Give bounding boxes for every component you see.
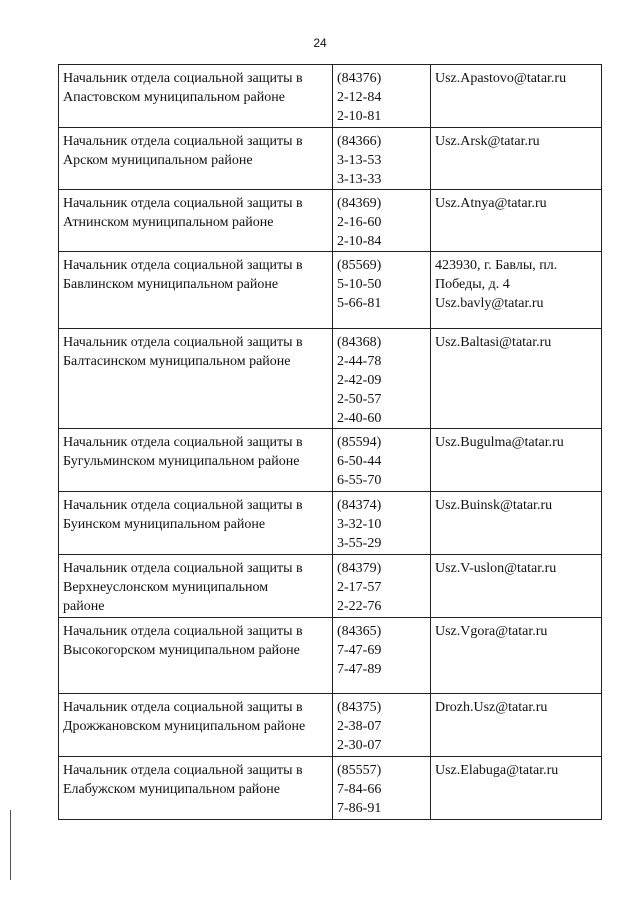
phone-number: 3-13-53 bbox=[337, 153, 382, 168]
phone-number: 2-22-76 bbox=[337, 599, 382, 614]
contact-cell bbox=[431, 65, 602, 128]
department-cell bbox=[59, 65, 333, 128]
department-cell bbox=[59, 252, 333, 329]
department-cell bbox=[59, 190, 333, 252]
table-row bbox=[59, 618, 602, 694]
contact-cell bbox=[431, 252, 602, 329]
table-row bbox=[59, 65, 602, 128]
department-name-line: Начальник отдела социальной защиты в bbox=[63, 498, 303, 513]
phone-cell bbox=[333, 555, 431, 618]
department-name-line: Верхнеуслонском муниципальном bbox=[63, 580, 269, 595]
department-name-line: Бавлинском муниципальном районе bbox=[63, 277, 279, 292]
contact-cell bbox=[431, 329, 602, 429]
phone-number: (84366) bbox=[337, 134, 382, 149]
contact-line: Usz.V-uslon@tatar.ru bbox=[435, 561, 557, 576]
department-cell bbox=[59, 757, 333, 820]
scan-edge-line bbox=[10, 810, 11, 880]
contact-cell bbox=[431, 190, 602, 252]
phone-number: 7-86-91 bbox=[337, 801, 382, 816]
contact-cell bbox=[431, 128, 602, 190]
table-row bbox=[59, 694, 602, 757]
phone-number: (85557) bbox=[337, 763, 382, 778]
table-row bbox=[59, 492, 602, 555]
contact-cell bbox=[431, 492, 602, 555]
department-name-line: Начальник отдела социальной защиты в bbox=[63, 196, 303, 211]
phone-number: (84375) bbox=[337, 700, 382, 715]
phone-cell bbox=[333, 252, 431, 329]
contact-line: Usz.Arsk@tatar.ru bbox=[435, 134, 540, 149]
department-name-line: Бугульминском муниципальном районе bbox=[63, 454, 300, 469]
phone-cell bbox=[333, 618, 431, 694]
phone-number: 2-10-81 bbox=[337, 109, 382, 124]
contact-line: Usz.Bugulma@tatar.ru bbox=[435, 435, 564, 450]
department-cell bbox=[59, 555, 333, 618]
phone-number: (84369) bbox=[337, 196, 382, 211]
phone-number: 2-40-60 bbox=[337, 411, 382, 426]
department-name-line: Начальник отдела социальной защиты в bbox=[63, 624, 303, 639]
phone-number: 2-17-57 bbox=[337, 580, 382, 595]
department-name-line: Дрожжановском муниципальном районе bbox=[63, 719, 306, 734]
department-name-line: Елабужском муниципальном районе bbox=[63, 782, 280, 797]
phone-number: 2-10-84 bbox=[337, 234, 382, 249]
phone-number: (84368) bbox=[337, 335, 382, 350]
contacts-table-body bbox=[59, 65, 602, 820]
table-row bbox=[59, 429, 602, 492]
phone-number: 7-47-69 bbox=[337, 643, 382, 658]
department-name-line: районе bbox=[63, 599, 105, 614]
table-row bbox=[59, 329, 602, 429]
contact-cell bbox=[431, 694, 602, 757]
department-cell bbox=[59, 492, 333, 555]
phone-cell bbox=[333, 757, 431, 820]
phone-number: 2-50-57 bbox=[337, 392, 382, 407]
page-number: 24 bbox=[313, 36, 327, 50]
contact-line: 423930, г. Бавлы, пл. bbox=[435, 258, 558, 273]
contact-line: Usz.Baltasi@tatar.ru bbox=[435, 335, 552, 350]
table-row bbox=[59, 757, 602, 820]
phone-number: 3-55-29 bbox=[337, 536, 382, 551]
phone-number: 2-16-60 bbox=[337, 215, 382, 230]
phone-number: (85569) bbox=[337, 258, 382, 273]
phone-number: 3-32-10 bbox=[337, 517, 382, 532]
phone-number: 2-38-07 bbox=[337, 719, 382, 734]
table-row bbox=[59, 128, 602, 190]
department-cell bbox=[59, 429, 333, 492]
department-cell bbox=[59, 329, 333, 429]
phone-cell bbox=[333, 190, 431, 252]
department-name-line: Начальник отдела социальной защиты в bbox=[63, 435, 303, 450]
department-name-line: Балтасинском муниципальном районе bbox=[63, 354, 291, 369]
phone-number: 2-44-78 bbox=[337, 354, 382, 369]
department-cell bbox=[59, 128, 333, 190]
phone-number: 7-47-89 bbox=[337, 662, 382, 677]
phone-number: (84374) bbox=[337, 498, 382, 513]
contact-line: Usz.bavly@tatar.ru bbox=[435, 296, 544, 311]
phone-number: 6-50-44 bbox=[337, 454, 382, 469]
phone-number: (84376) bbox=[337, 71, 382, 86]
department-name-line: Начальник отдела социальной защиты в bbox=[63, 561, 303, 576]
contact-line: Usz.Buinsk@tatar.ru bbox=[435, 498, 553, 513]
department-name-line: Начальник отдела социальной защиты в bbox=[63, 763, 303, 778]
phone-cell bbox=[333, 128, 431, 190]
contact-line: Usz.Vgora@tatar.ru bbox=[435, 624, 548, 639]
department-name-line: Высокогорском муниципальном районе bbox=[63, 643, 300, 658]
department-name-line: Арском муниципальном районе bbox=[63, 153, 253, 168]
table-row bbox=[59, 555, 602, 618]
department-cell bbox=[59, 618, 333, 694]
phone-number: 2-30-07 bbox=[337, 738, 382, 753]
department-name-line: Буинском муниципальном районе bbox=[63, 517, 266, 532]
phone-number: (85594) bbox=[337, 435, 382, 450]
phone-cell bbox=[333, 65, 431, 128]
department-name-line: Начальник отдела социальной защиты в bbox=[63, 258, 303, 273]
phone-number: (84379) bbox=[337, 561, 382, 576]
contact-cell bbox=[431, 757, 602, 820]
department-cell bbox=[59, 694, 333, 757]
contacts-table bbox=[58, 64, 602, 820]
contact-cell bbox=[431, 555, 602, 618]
phone-number: 5-66-81 bbox=[337, 296, 382, 311]
phone-number: 6-55-70 bbox=[337, 473, 382, 488]
phone-number: 7-84-66 bbox=[337, 782, 382, 797]
department-name-line: Атнинском муниципальном районе bbox=[63, 215, 274, 230]
phone-number: 2-42-09 bbox=[337, 373, 382, 388]
department-name-line: Начальник отдела социальной защиты в bbox=[63, 700, 303, 715]
phone-cell bbox=[333, 492, 431, 555]
phone-cell bbox=[333, 329, 431, 429]
contact-line: Usz.Elabuga@tatar.ru bbox=[435, 763, 559, 778]
phone-number: (84365) bbox=[337, 624, 382, 639]
phone-number: 5-10-50 bbox=[337, 277, 382, 292]
phone-cell bbox=[333, 694, 431, 757]
phone-cell bbox=[333, 429, 431, 492]
table-row bbox=[59, 252, 602, 329]
contact-cell bbox=[431, 618, 602, 694]
table-row bbox=[59, 190, 602, 252]
contact-line: Usz.Apastovo@tatar.ru bbox=[435, 71, 567, 86]
contact-line: Drozh.Usz@tatar.ru bbox=[435, 700, 548, 715]
department-name-line: Начальник отдела социальной защиты в bbox=[63, 335, 303, 350]
department-name-line: Апастовском муниципальном районе bbox=[63, 90, 285, 105]
phone-number: 2-12-84 bbox=[337, 90, 382, 105]
contact-line: Usz.Atnya@tatar.ru bbox=[435, 196, 547, 211]
department-name-line: Начальник отдела социальной защиты в bbox=[63, 71, 303, 86]
contact-line: Победы, д. 4 bbox=[435, 277, 510, 292]
contact-cell bbox=[431, 429, 602, 492]
phone-number: 3-13-33 bbox=[337, 172, 382, 187]
department-name-line: Начальник отдела социальной защиты в bbox=[63, 134, 303, 149]
